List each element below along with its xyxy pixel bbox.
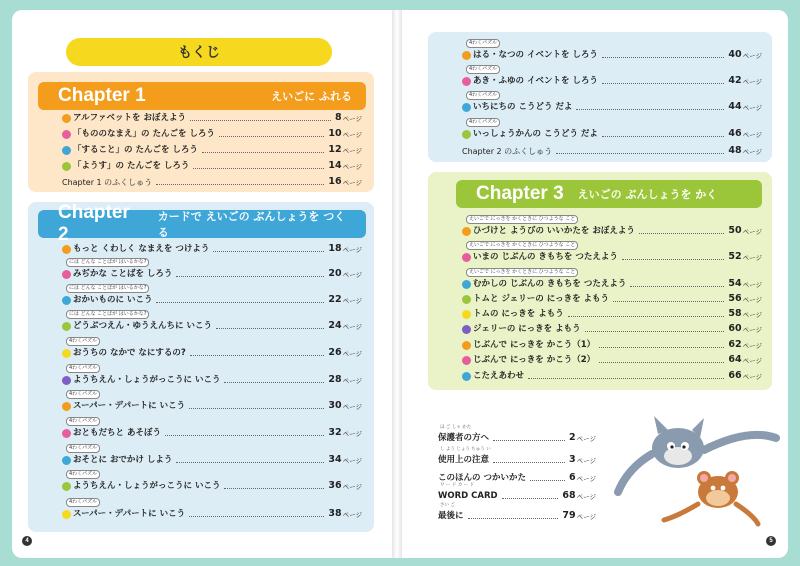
entry-bullet-icon <box>462 341 471 350</box>
entry-page-unit: ページ <box>742 342 762 350</box>
entry-page-unit: ページ <box>742 254 762 262</box>
chapter1-subtitle: えいごに ふれる <box>271 90 352 103</box>
entry-page-number: 26 <box>328 347 342 358</box>
toc-entry <box>62 452 362 466</box>
entry-tag: 4わくパズル <box>66 444 100 453</box>
entry-bullet-icon <box>462 325 471 334</box>
entry-page-number: 79 <box>562 510 576 521</box>
entry-page-number: 18 <box>328 243 342 254</box>
entry-leader-dots <box>190 355 325 356</box>
toc-entry <box>462 337 762 351</box>
entry-title: WORD CARD <box>438 491 498 501</box>
toc-entry <box>62 506 362 520</box>
entry-page-unit: ページ <box>342 511 362 519</box>
entry-title: 保護者の方へ <box>438 433 490 443</box>
toc-entry <box>62 110 362 124</box>
entry-leader-dots <box>556 153 724 154</box>
entry-title: 「ようす」の たんごを しろう <box>73 161 190 171</box>
toc-entry <box>62 318 362 332</box>
toc-entry <box>438 488 596 502</box>
entry-bullet-icon <box>62 349 71 358</box>
toc-entry <box>462 321 762 335</box>
entry-leader-dots <box>630 286 724 287</box>
entry-page-unit: ページ <box>342 271 362 279</box>
entry-leader-dots <box>193 168 324 169</box>
entry-page-number: 14 <box>328 160 342 171</box>
entry-title: おうちの なかで なにするの? <box>73 348 186 358</box>
entry-leader-dots <box>599 362 724 363</box>
entry-page-number: 54 <box>728 278 742 289</box>
entry-leader-dots <box>156 302 324 303</box>
entry-page-unit: ページ <box>742 52 762 60</box>
toc-entry <box>462 306 762 320</box>
entry-title: アルファベットを おぼえよう <box>73 113 186 123</box>
chapter2-header <box>38 202 366 245</box>
entry-bullet-icon <box>462 77 471 86</box>
entry-tag: 4わくパズル <box>466 39 500 48</box>
entry-leader-dots <box>216 328 324 329</box>
entry-page-number: 44 <box>728 101 742 112</box>
toc-entry <box>62 142 362 156</box>
entry-page-number: 8 <box>335 112 342 123</box>
page-gutter <box>392 10 402 558</box>
entry-title: トムの にっきを よもう <box>473 309 564 319</box>
entry-title: じぶんで にっきを かこう（2） <box>473 355 596 365</box>
entry-page-number: 34 <box>328 454 342 465</box>
entry-leader-dots <box>585 331 725 332</box>
entry-title: Chapter 2 のふくしゅう <box>462 147 553 156</box>
entry-tag: 4わくパズル <box>66 337 100 346</box>
chapter2-subtitle: カードで えいごの ぶんしょうを つくる <box>157 210 346 239</box>
entry-leader-dots <box>639 233 725 234</box>
entry-page-unit: ページ <box>342 403 362 411</box>
entry-page-number: 66 <box>728 370 742 381</box>
entry-title: ひづけと ようびの いいかたを おぼえよう <box>473 226 635 236</box>
entry-page-number: 52 <box>728 251 742 262</box>
entry-leader-dots <box>219 136 324 137</box>
entry-bullet-icon <box>462 130 471 139</box>
toc-entry <box>62 241 362 255</box>
entry-page-unit: ページ <box>342 350 362 358</box>
chapter3-header <box>456 180 762 208</box>
entry-page-unit: ページ <box>342 430 362 438</box>
entry-tag: には どんな ことばが はいるかな? <box>66 284 149 293</box>
entry-page-number: 64 <box>728 354 742 365</box>
entry-tag: えいごで にっきを かくときに ひつような こと <box>466 268 578 277</box>
entry-bullet-icon <box>62 245 71 254</box>
entry-ruby: し よう じょう ちゅう い <box>440 447 491 452</box>
toc-entry <box>62 174 362 188</box>
entry-leader-dots <box>202 152 324 153</box>
toc-entry <box>62 372 362 386</box>
entry-title: トムと ジェリーの にっきを よもう <box>473 294 610 304</box>
entry-bullet-icon <box>62 429 71 438</box>
toc-entry <box>438 452 596 466</box>
entry-bullet-icon <box>62 510 71 519</box>
entry-tag: 4わくパズル <box>66 364 100 373</box>
entry-page-unit: ページ <box>742 311 762 319</box>
entry-ruby: ワ ー ド カ ー ド <box>440 483 475 488</box>
entry-leader-dots <box>176 462 324 463</box>
entry-page-unit: ページ <box>576 457 596 465</box>
tom-and-jerry-illustration <box>608 408 780 528</box>
entry-title: じぶんで にっきを かこう（1） <box>473 340 596 350</box>
entry-page-number: 20 <box>328 268 342 279</box>
entry-leader-dots <box>599 347 724 348</box>
toc-entry <box>62 398 362 412</box>
chapter3-label: Chapter 3 <box>476 183 564 204</box>
entry-bullet-icon <box>62 456 71 465</box>
toc-entry <box>62 158 362 172</box>
toc-entry <box>62 266 362 280</box>
entry-leader-dots <box>528 378 724 379</box>
entry-page-number: 10 <box>328 128 342 139</box>
entry-title: おともだちと あそぼう <box>73 428 161 438</box>
entry-page-unit: ページ <box>742 148 762 156</box>
entry-title: スーパー・デパートに いこう <box>73 509 186 519</box>
entry-title: いっしょうかんの こうどう だよ <box>473 129 598 139</box>
entry-page-unit: ページ <box>742 78 762 86</box>
toc-entry <box>62 345 362 359</box>
entry-page-number: 22 <box>328 294 342 305</box>
entry-page-number: 42 <box>728 75 742 86</box>
entry-leader-dots <box>213 251 324 252</box>
entry-title: どうぶつえん・ゆうえんちに いこう <box>73 321 212 331</box>
entry-bullet-icon <box>62 376 71 385</box>
entry-bullet-icon <box>462 103 471 112</box>
chapter3-subtitle: えいごの ぶんしょうを かく <box>577 188 718 201</box>
entry-tag: 4わくパズル <box>66 390 100 399</box>
entry-page-number: 24 <box>328 320 342 331</box>
entry-title: こたえあわせ <box>473 371 525 381</box>
entry-page-unit: ページ <box>342 179 362 187</box>
chapter2-label: Chapter 2 <box>58 202 130 245</box>
entry-page-number: 50 <box>728 225 742 236</box>
entry-bullet-icon <box>62 296 71 305</box>
entry-bullet-icon <box>462 356 471 365</box>
toc-entry <box>462 352 762 366</box>
entry-leader-dots <box>493 462 565 463</box>
entry-title: もっと くわしく なまえを つけよう <box>73 244 210 254</box>
entry-page-number: 16 <box>328 176 342 187</box>
entry-page-unit: ページ <box>342 115 362 123</box>
toc-entry <box>462 73 762 87</box>
entry-title: ようちえん・しょうがっこうに いこう <box>73 375 221 385</box>
right-page-number: 5 <box>766 536 776 546</box>
entry-tag: 4わくパズル <box>466 118 500 127</box>
entry-bullet-icon <box>62 146 71 155</box>
entry-title: ようちえん・しょうがっこうに いこう <box>73 481 221 491</box>
entry-page-unit: ページ <box>576 475 596 483</box>
entry-tag: 4わくパズル <box>466 65 500 74</box>
entry-bullet-icon <box>462 310 471 319</box>
entry-page-unit: ページ <box>342 483 362 491</box>
entry-title: 「もののなまえ」の たんごを しろう <box>73 129 215 139</box>
entry-bullet-icon <box>62 402 71 411</box>
toc-entry <box>462 276 762 290</box>
entry-page-number: 46 <box>728 128 742 139</box>
entry-bullet-icon <box>462 51 471 60</box>
entry-leader-dots <box>156 184 324 185</box>
entry-page-unit: ページ <box>576 435 596 443</box>
toc-entry <box>462 99 762 113</box>
entry-bullet-icon <box>62 162 71 171</box>
entry-bullet-icon <box>462 227 471 236</box>
entry-title: むかしの じぶんの きもちを つたえよう <box>473 279 627 289</box>
entry-title: おかいものに いこう <box>73 295 153 305</box>
left-page-number: 4 <box>22 536 32 546</box>
entry-leader-dots <box>622 259 725 260</box>
toc-entry <box>438 508 596 522</box>
entry-page-number: 3 <box>569 454 576 465</box>
entry-page-number: 30 <box>328 400 342 411</box>
entry-leader-dots <box>493 440 565 441</box>
table-of-contents-title: もくじ <box>66 38 332 66</box>
entry-title: スーパー・デパートに いこう <box>73 401 186 411</box>
entry-page-unit: ページ <box>342 163 362 171</box>
entry-page-number: 32 <box>328 427 342 438</box>
entry-leader-dots <box>576 109 724 110</box>
entry-page-number: 6 <box>569 472 576 483</box>
entry-page-unit: ページ <box>742 296 762 304</box>
toc-entry <box>62 425 362 439</box>
entry-ruby: ほ ご しゃ かた <box>440 425 472 430</box>
toc-entry <box>462 126 762 140</box>
entry-title: あき・ふゆの イベントを しろう <box>473 76 598 86</box>
toc-entry <box>62 292 362 306</box>
entry-page-number: 36 <box>328 480 342 491</box>
entry-tag: 4わくパズル <box>66 470 100 479</box>
entry-title: 最後に <box>438 511 464 521</box>
entry-title: いまの じぶんの きもちを つたえよう <box>473 252 618 262</box>
entry-page-unit: ページ <box>742 281 762 289</box>
toc-entry <box>462 249 762 263</box>
entry-leader-dots <box>176 276 324 277</box>
entry-title: Chapter 1 のふくしゅう <box>62 178 153 187</box>
entry-bullet-icon <box>462 280 471 289</box>
entry-page-unit: ページ <box>342 131 362 139</box>
entry-page-unit: ページ <box>342 323 362 331</box>
entry-leader-dots <box>602 136 724 137</box>
entry-leader-dots <box>468 518 559 519</box>
entry-ruby: さい ご <box>440 503 455 508</box>
entry-title: おそとに おでかけ しよう <box>73 455 173 465</box>
entry-page-unit: ページ <box>342 246 362 254</box>
entry-bullet-icon <box>62 482 71 491</box>
entry-page-number: 28 <box>328 374 342 385</box>
entry-tag: えいごで にっきを かくときに ひつような こと <box>466 241 578 250</box>
entry-page-unit: ページ <box>742 228 762 236</box>
toc-entry <box>462 47 762 61</box>
chapter1-header <box>38 82 366 110</box>
entry-title: 「すること」の たんごを しろう <box>73 145 198 155</box>
entry-page-unit: ページ <box>342 377 362 385</box>
entry-page-unit: ページ <box>342 147 362 155</box>
entry-page-number: 56 <box>728 293 742 304</box>
entry-page-unit: ページ <box>576 493 596 501</box>
entry-leader-dots <box>189 516 324 517</box>
entry-bullet-icon <box>462 253 471 262</box>
toc-entry <box>438 430 596 444</box>
entry-page-number: 68 <box>562 490 576 501</box>
entry-title: ジェリーの にっきを よもう <box>473 324 581 334</box>
entry-page-number: 38 <box>328 508 342 519</box>
entry-leader-dots <box>602 57 724 58</box>
entry-page-number: 40 <box>728 49 742 60</box>
entry-leader-dots <box>165 435 324 436</box>
toc-entry <box>462 291 762 305</box>
toc-entry <box>462 143 762 157</box>
entry-page-unit: ページ <box>342 297 362 305</box>
entry-page-unit: ページ <box>342 457 362 465</box>
entry-page-unit: ページ <box>742 131 762 139</box>
entry-leader-dots <box>613 301 724 302</box>
entry-page-unit: ページ <box>576 513 596 521</box>
entry-title: いちにちの こうどう だよ <box>473 102 573 112</box>
entry-tag: えいごで にっきを かくときに ひつような こと <box>466 215 578 224</box>
entry-page-unit: ページ <box>742 326 762 334</box>
toc-entry <box>462 223 762 237</box>
entry-tag: には どんな ことばが はいるかな? <box>66 258 149 267</box>
entry-leader-dots <box>224 382 324 383</box>
entry-title: はる・なつの イベントを しろう <box>473 50 598 60</box>
entry-page-number: 62 <box>728 339 742 350</box>
entry-title: みぢかな ことばを しろう <box>73 269 173 279</box>
entry-leader-dots <box>190 120 331 121</box>
entry-tag: には どんな ことばが はいるかな? <box>66 310 149 319</box>
entry-page-number: 60 <box>728 323 742 334</box>
entry-leader-dots <box>602 83 724 84</box>
entry-bullet-icon <box>62 322 71 331</box>
entry-bullet-icon <box>62 130 71 139</box>
entry-leader-dots <box>224 488 324 489</box>
entry-page-number: 12 <box>328 144 342 155</box>
entry-leader-dots <box>530 480 565 481</box>
chapter1-label: Chapter 1 <box>58 85 146 106</box>
entry-page-unit: ページ <box>742 104 762 112</box>
entry-bullet-icon <box>462 372 471 381</box>
entry-title: このほんの つかいかた <box>438 473 526 483</box>
entry-tag: 4わくパズル <box>66 417 100 426</box>
entry-bullet-icon <box>462 295 471 304</box>
entry-leader-dots <box>189 408 324 409</box>
entry-page-unit: ページ <box>742 357 762 365</box>
entry-bullet-icon <box>62 270 71 279</box>
entry-tag: 4わくパズル <box>466 91 500 100</box>
entry-page-number: 58 <box>728 308 742 319</box>
entry-bullet-icon <box>62 114 71 123</box>
entry-leader-dots <box>502 498 559 499</box>
toc-entry <box>62 478 362 492</box>
entry-leader-dots <box>568 316 725 317</box>
entry-tag: 4わくパズル <box>66 498 100 507</box>
entry-title: 使用上の注意 <box>438 455 490 465</box>
entry-page-unit: ページ <box>742 373 762 381</box>
entry-page-number: 2 <box>569 432 576 443</box>
toc-entry <box>62 126 362 140</box>
entry-page-number: 48 <box>728 145 742 156</box>
toc-entry <box>462 368 762 382</box>
